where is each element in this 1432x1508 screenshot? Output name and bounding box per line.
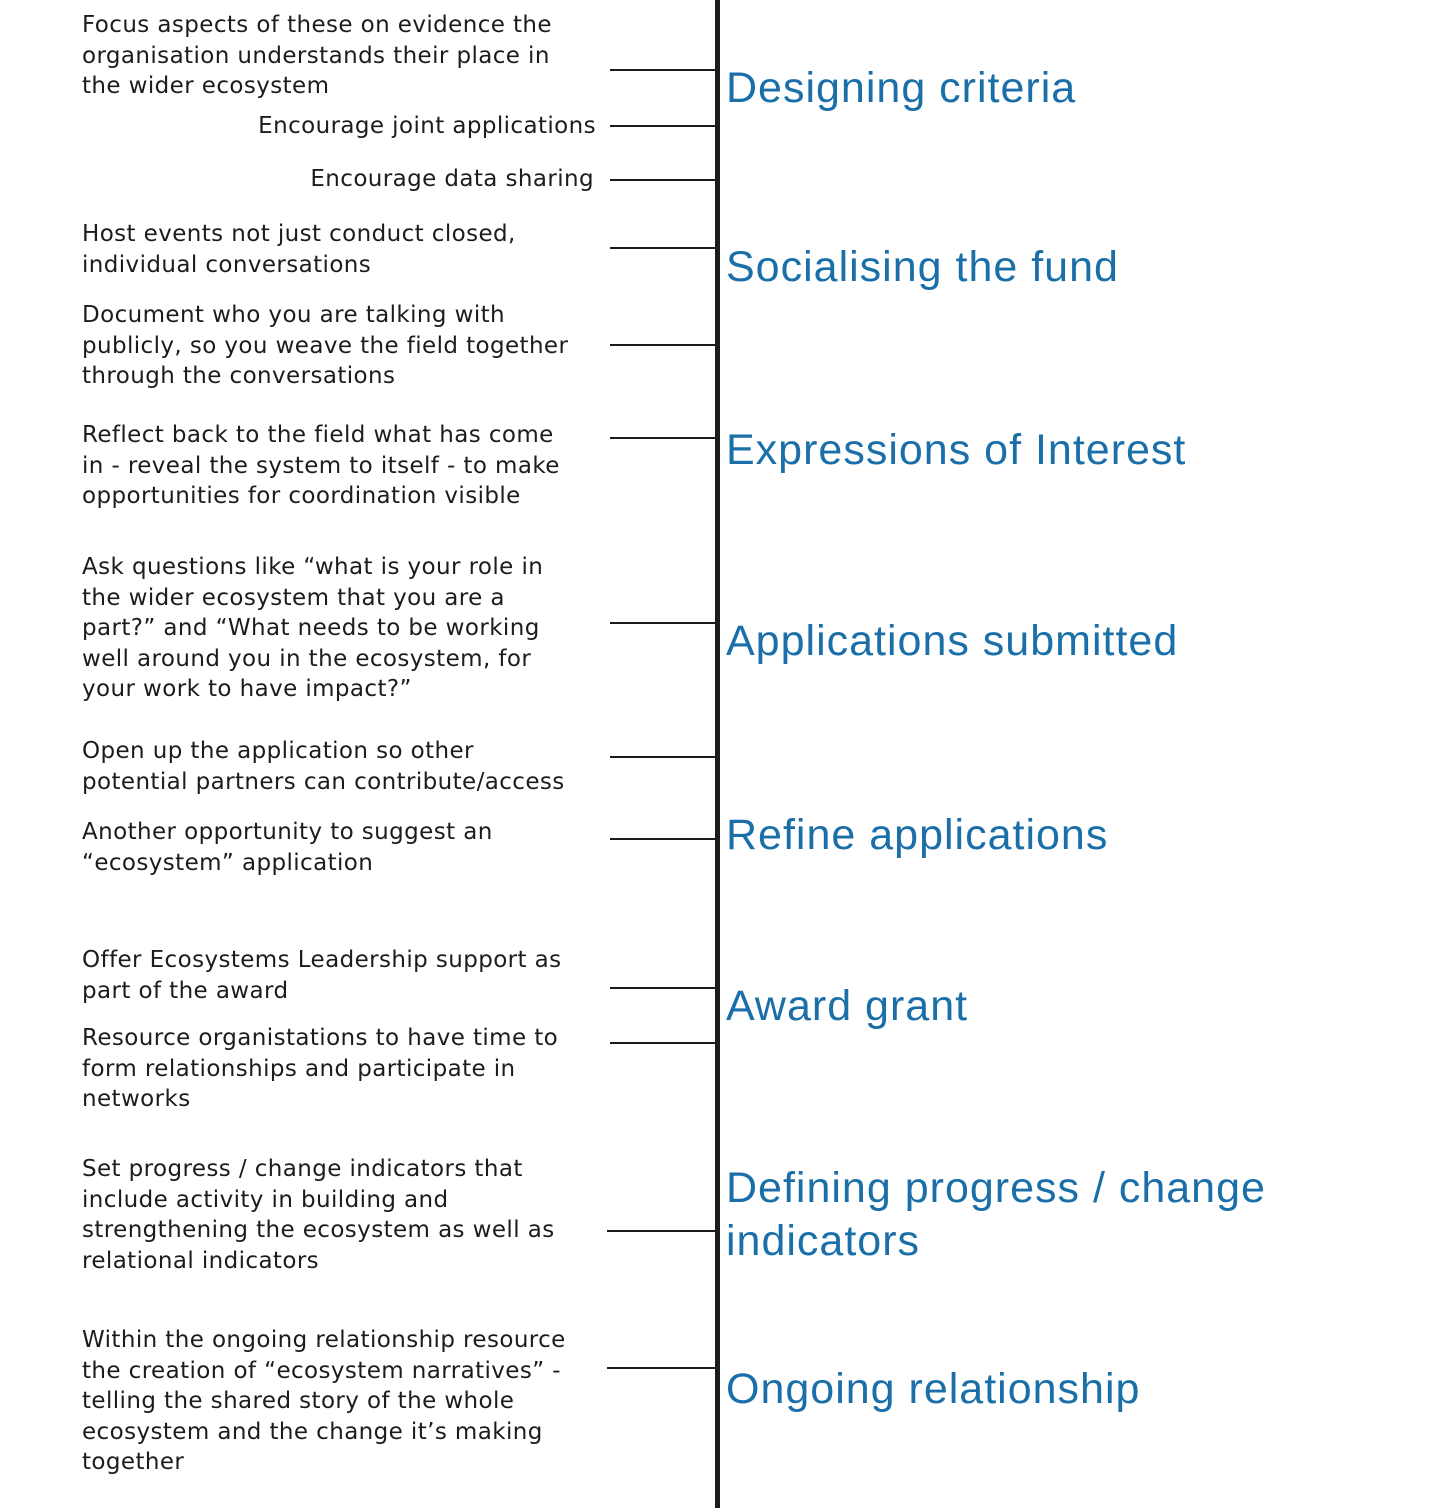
connector-line (607, 1367, 717, 1369)
connector-line (610, 125, 717, 127)
stage-award-grant: Award grant (726, 982, 969, 1030)
note-reflect-back: Reflect back to the field what has come in - reveal the system to itself - to make opportunities for coordination visible (82, 422, 560, 509)
connector-line (610, 69, 717, 71)
note-open-application: Open up the application so other potential partners can contribute/access (82, 738, 565, 795)
connector-line (610, 987, 717, 989)
note-leadership-support: Offer Ecosystems Leadership support as part of the award (82, 947, 562, 1004)
note-joint-applications: Encourage joint applications (258, 113, 596, 139)
note-data-sharing: Encourage data sharing (310, 166, 594, 192)
connector-line (610, 838, 717, 840)
stage-applications-submitted: Applications submitted (726, 617, 1179, 665)
stage-socialising-fund: Socialising the fund (726, 243, 1119, 291)
connector-line (610, 622, 717, 624)
note-resource-organisations: Resource organistations to have time to form relationships and participate in networks (82, 1025, 559, 1112)
stage-expressions-of-interest: Expressions of Interest (726, 426, 1187, 474)
connector-line (610, 179, 717, 181)
note-document-conversations: Document who you are talking with publicly, so you weave the field together through the conversations (82, 302, 569, 389)
note-ask-questions: Ask questions like “what is your role in the wider ecosystem that you are a part?” and “What needs to be working well around you in the ecosystem, for your work to have impact?” (82, 554, 544, 702)
stage-designing-criteria: Designing criteria (726, 64, 1077, 112)
note-ecosystem-application: Another opportunity to suggest an “ecosystem” application (82, 819, 493, 876)
timeline-axis (715, 0, 720, 1508)
connector-line (610, 437, 717, 439)
connector-line (610, 247, 717, 249)
stage-ongoing-relationship: Ongoing relationship (726, 1365, 1141, 1413)
connector-line (610, 756, 717, 758)
connector-line (610, 344, 717, 346)
stage-defining-progress-indicators: Defining progress / change indicators (726, 1164, 1266, 1265)
note-focus-ecosystem-evidence: Focus aspects of these on evidence the organisation understands their place in the wider ecosystem (82, 12, 552, 99)
connector-line (607, 1230, 717, 1232)
note-ecosystem-narratives: Within the ongoing relationship resource the creation of “ecosystem narratives” - telling the shared story of the whole ecosystem and the change it’s making together (82, 1327, 566, 1475)
note-progress-indicators: Set progress / change indicators that include activity in building and strengthening the ecosystem as well as relational indicators (82, 1156, 555, 1274)
stage-refine-applications: Refine applications (726, 811, 1109, 859)
note-host-events: Host events not just conduct closed, individual conversations (82, 221, 516, 278)
connector-line (610, 1042, 717, 1044)
